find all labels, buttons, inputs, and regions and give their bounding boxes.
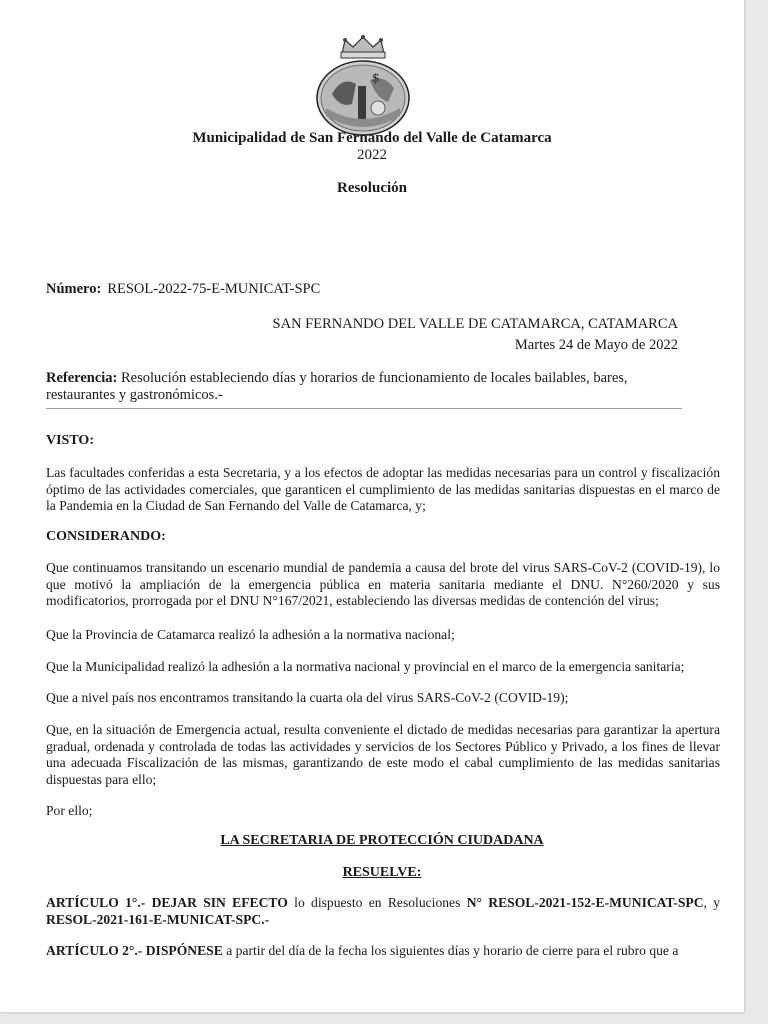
divider [46,408,682,409]
organization-title: Municipalidad de San Fernando del Valle de Catamarca [192,130,552,146]
reference-block [46,370,646,404]
reference-label: Referencia: [46,370,118,386]
considerando-paragraph-3: Que la Municipalidad realizó la adhesión a la normativa nacional y provincial en el marco de la emergencia sanitaria; [46,659,685,674]
article-2-text: a partir del día de la fecha los siguientes días y horario de cierre para el rubro que a [226,943,679,958]
considerando-paragraph-6: Por ello; [46,803,93,818]
considerando-paragraph-5: Que, en la situación de Emergencia actual, resulta conveniente el dictado de medidas necesarias para garantizar la apertura gradual, ordenada y controlada de todas las actividades y servicios de los Sectores Público y Privado, a los fines de llevar una adecuada Fiscalización de las mismas, garantizando de este modo el cabal cumplimiento de las medidas sanitarias dispuestas para ello; [46,722,720,787]
article-1-text: lo dispuesto en Resoluciones [294,895,461,910]
article-1-label: ARTÍCULO 1°.- DEJAR SIN EFECTO [46,895,288,910]
authority-heading: LA SECRETARIA DE PROTECCIÓN CIUDADANA [220,833,544,848]
resolution-number [46,281,320,298]
date-line: Martes 24 de Mayo de 2022 [514,337,678,353]
place-line: SAN FERNANDO DEL VALLE DE CATAMARCA, CATAMARCA [272,316,678,332]
article-2 [46,943,720,960]
document-type: Resolución [336,180,407,196]
article-1-ref-a: N° RESOL-2021-152-E-MUNICAT-SPC [466,895,704,910]
article-1-ref-b: RESOL-2021-161-E-MUNICAT-SPC.- [46,911,270,927]
visto-paragraph: Las facultades conferidas a esta Secretaria, y a los efectos de adoptar las medidas necesarias para un control y fiscalización óptimo de las actividades comerciales, que garanticen el cumplimiento de las medidas sanitarias dispuestas en el marco de la Pandemia en la Ciudad de San Fernando del Valle de Catamarca, y; [46,465,720,513]
considerando-paragraph-4: Que a nivel país nos encontramos transitando la cuarta ola del virus SARS-CoV-2 (COVID-19); [46,690,569,705]
resuelve-heading: RESUELVE: [342,865,422,880]
article-2-label: ARTÍCULO 2°.- DISPÓNESE [46,943,223,958]
resolution-number-label: Número: [46,281,102,297]
coat-of-arms-logo [312,34,414,138]
considerando-paragraph-2: Que la Provincia de Catamarca realizó la adhesión a la normativa nacional; [46,627,455,642]
considerando-heading: CONSIDERANDO: [46,529,166,544]
svg-text:$: $ [372,71,380,85]
considerando-paragraph-1: Que continuamos transitando un escenario mundial de pandemia a causa del brote del virus SARS-CoV-2 (COVID-19), lo que motivó la ampliación de la emergencia pública en materia sanitaria mediante el DNU. N°260/2020 y sus modificatorios, prorrogada por el DNU N°167/2021, estableciendo las diversas medidas de contención del virus; [46,560,720,608]
document-year: 2022 [357,147,387,163]
resolution-number-value: RESOL-2022-75-E-MUNICAT-SPC [107,281,321,297]
visto-heading: VISTO: [46,433,94,448]
article-1-sep: , y [703,895,721,910]
article-1 [46,895,720,928]
reference-text: Resolución estableciendo días y horarios de funcionamiento de locales bailables, bares, restaurantes y gastronómicos.- [46,370,628,403]
